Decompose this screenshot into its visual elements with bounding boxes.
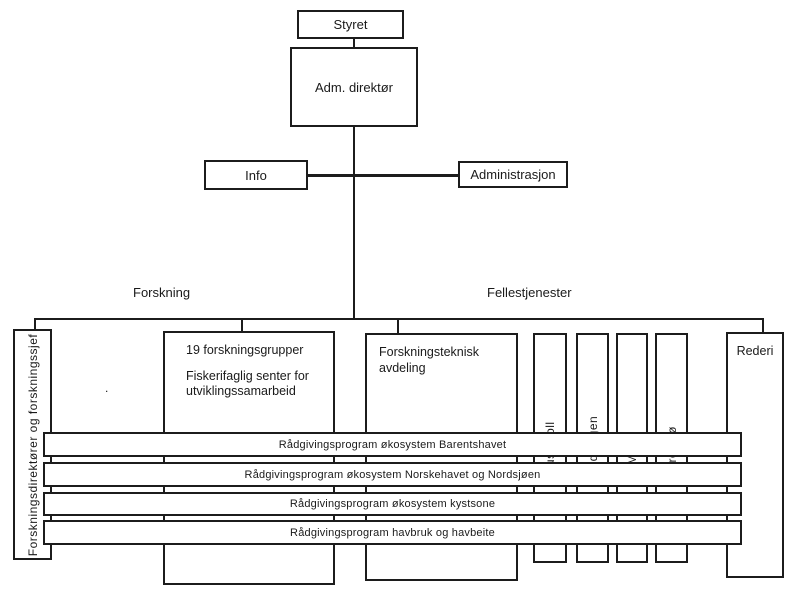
node-rederi-label: Rederi — [736, 344, 774, 358]
stray-period: . — [105, 381, 109, 395]
node-info — [204, 160, 308, 190]
program-bar-barentshavet-label: Rådgivingsprogram økosystem Barentshavet — [278, 438, 507, 451]
node-adm-direktor-label: Adm. direktør — [314, 79, 393, 95]
connector-info-administrasjon — [306, 174, 460, 177]
node-forskningsdirektorer-label: Forskningsdirektører og forskningssjef — [25, 333, 40, 556]
program-bar-barentshavet — [43, 432, 742, 457]
section-label-forskning: Forskning — [133, 285, 191, 300]
connector-main-horizontal — [34, 318, 764, 320]
program-bar-kystsone-label: Rådgivingsprogram økosystem kystsone — [289, 498, 496, 510]
node-styret-label: Styret — [333, 17, 368, 32]
node-forskningsgrupper — [163, 331, 335, 585]
program-bar-havbruk-havbeite — [43, 520, 742, 545]
program-bar-norskehavet-nordsjoen-label: Rådgivingsprogram økosystem Norskehavet og Nordsjøen — [244, 468, 541, 481]
program-bar-kystsone — [43, 492, 742, 516]
connector-drop-rederi — [762, 318, 764, 333]
program-bar-havbruk-havbeite-label: Rådgivingsprogram havbruk og havbeite — [290, 526, 495, 539]
node-administrasjon — [458, 161, 568, 188]
node-adm-direktor — [290, 47, 418, 127]
connector-drop-tech — [397, 318, 399, 334]
connector-adm-main — [353, 126, 355, 320]
node-info-label: Info — [245, 167, 267, 183]
node-administrasjon-label: Administrasjon — [470, 167, 556, 182]
section-label-fellestjenester: Fellestjenester — [487, 285, 572, 300]
node-forskningsgrupper-line2: Fiskerifaglig senter for utviklingssamarbeid — [186, 368, 309, 399]
node-forskningsgrupper-line1: 19 forskningsgrupper — [186, 343, 304, 357]
node-forskningsteknisk-line1: Forskningsteknisk — [379, 345, 480, 359]
connector-drop-groups — [241, 318, 243, 332]
node-forskningsteknisk-line2: avdeling — [379, 360, 426, 375]
program-bar-norskehavet-nordsjoen — [43, 462, 742, 487]
node-styret — [297, 10, 404, 39]
